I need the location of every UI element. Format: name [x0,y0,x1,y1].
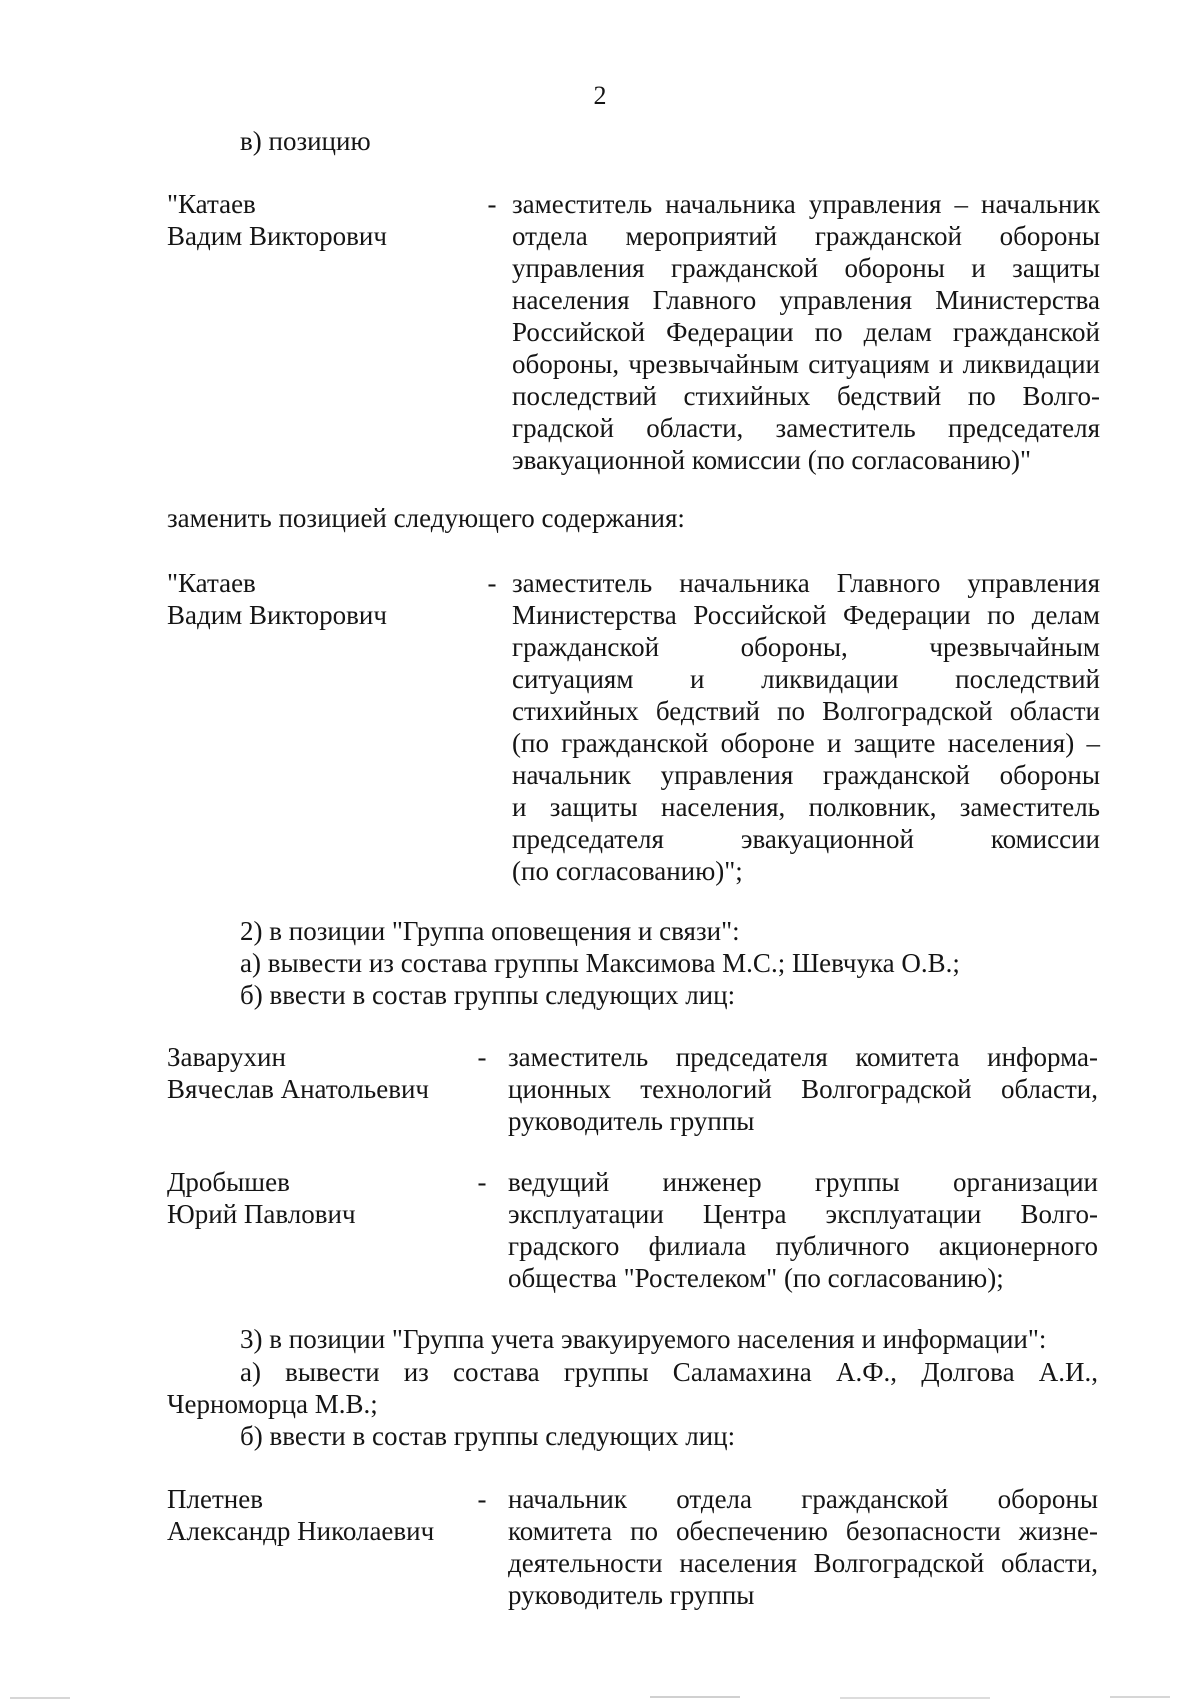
section-v-label: в) позицию [240,126,371,156]
item2-remove: а) вывести из состава группы Максимова М.С.; Шевчука О.В.; [240,948,960,978]
pletnev-given-names: Александр Николаевич [167,1516,435,1546]
new-kataev-description [512,567,1100,887]
drobyshev-line: ведущий инженер группы организации [508,1167,1098,1197]
pletnev-line: комитета по обеспечению безопасности жизне- [508,1516,1098,1546]
pletnev-dash: - [477,1484,487,1514]
scan-artifact [1110,1696,1170,1698]
drobyshev-line: градского филиала публичного акционерного [508,1231,1098,1261]
zavarukhin-line: руководитель группы [508,1106,755,1136]
old-kataev-line: населения Главного управления Министерства [512,285,1100,315]
old-kataev-line: обороны, чрезвычайным ситуациям и ликвидации [512,349,1100,379]
item3-add: б) ввести в состав группы следующих лиц: [240,1421,736,1451]
item2-add: б) ввести в состав группы следующих лиц: [240,980,736,1010]
new-kataev-surname: "Катаев [167,568,256,598]
old-kataev-line: Российской Федерации по делам гражданской [512,317,1100,347]
old-kataev-line: отдела мероприятий гражданской обороны [512,221,1100,251]
old-kataev-given-names: Вадим Викторович [167,221,387,251]
drobyshev-name [167,1166,467,1230]
item2-title: 2) в позиции "Группа оповещения и связи": [240,916,740,946]
item3-remove [240,1356,1098,1388]
scan-artifact [840,1697,990,1699]
old-kataev-line: градской области, заместитель председателя [512,413,1100,443]
drobyshev-description [508,1166,1098,1294]
scan-artifact [650,1696,740,1698]
old-kataev-line: последствий стихийных бедствий по Волго- [512,381,1100,411]
zavarukhin-name [167,1041,467,1105]
new-kataev-line: заместитель начальника Главного управления [512,568,1100,598]
new-kataev-line: начальник управления гражданской обороны [512,760,1100,790]
pletnev-surname: Плетнев [167,1484,263,1514]
old-kataev-line: заместитель начальника управления – начальник [512,189,1100,219]
pletnev-line: начальник отдела гражданской обороны [508,1484,1098,1514]
old-kataev-dash: - [487,189,497,219]
drobyshev-surname: Дробышев [167,1167,290,1197]
drobyshev-line: эксплуатации Центра эксплуатации Волго- [508,1199,1098,1229]
zavarukhin-description [508,1041,1098,1137]
zavarukhin-dash: - [477,1042,487,1072]
pletnev-line: руководитель группы [508,1580,755,1610]
zavarukhin-surname: Заварухин [167,1042,286,1072]
new-kataev-line: Министерства Российской Федерации по делам [512,600,1100,630]
item3-title: 3) в позиции "Группа учета эвакуируемого населения и информации": [240,1324,1047,1354]
zavarukhin-line: ционных технологий Волгоградской области, [508,1074,1098,1104]
new-kataev-dash: - [487,568,497,598]
old-kataev-description [512,188,1100,476]
drobyshev-dash: - [477,1167,487,1197]
old-kataev-line: управления гражданской обороны и защиты [512,253,1100,283]
drobyshev-given-names: Юрий Павлович [167,1199,356,1229]
new-kataev-line: и защиты населения, полковник, заместитель [512,792,1100,822]
new-kataev-line: (по согласованию)"; [512,856,743,886]
scan-artifact [10,1697,70,1699]
new-kataev-given-names: Вадим Викторович [167,600,387,630]
new-kataev-line: председателя эвакуационной комиссии [512,824,1100,854]
old-kataev-surname: "Катаев [167,189,256,219]
zavarukhin-line: заместитель председателя комитета информа- [508,1042,1098,1072]
page-number: 2 [593,81,607,110]
pletnev-name [167,1483,467,1547]
pletnev-line: деятельности населения Волгоградской области, [508,1548,1098,1578]
new-kataev-line: ситуациям и ликвидации последствий [512,664,1100,694]
zavarukhin-given-names: Вячеслав Анатольевич [167,1074,429,1104]
pletnev-description [508,1483,1098,1611]
new-kataev-line: гражданской обороны, чрезвычайным [512,632,1100,662]
drobyshev-line: общества "Ростелеком" (по согласованию); [508,1263,1004,1293]
new-kataev-line: стихийных бедствий по Волгоградской области [512,696,1100,726]
item3-remove-line: а) вывести из состава группы Саламахина А.Ф., Долгова А.И., [240,1357,1098,1387]
item3-remove-continuation: Черноморца М.В.; [167,1389,378,1419]
replace-label: заменить позицией следующего содержания: [167,503,685,533]
new-kataev-line: (по гражданской обороне и защите населения) – [512,728,1100,758]
old-kataev-name [167,188,467,252]
new-kataev-name [167,567,467,631]
old-kataev-line: эвакуационной комиссии (по согласованию)" [512,445,1031,475]
